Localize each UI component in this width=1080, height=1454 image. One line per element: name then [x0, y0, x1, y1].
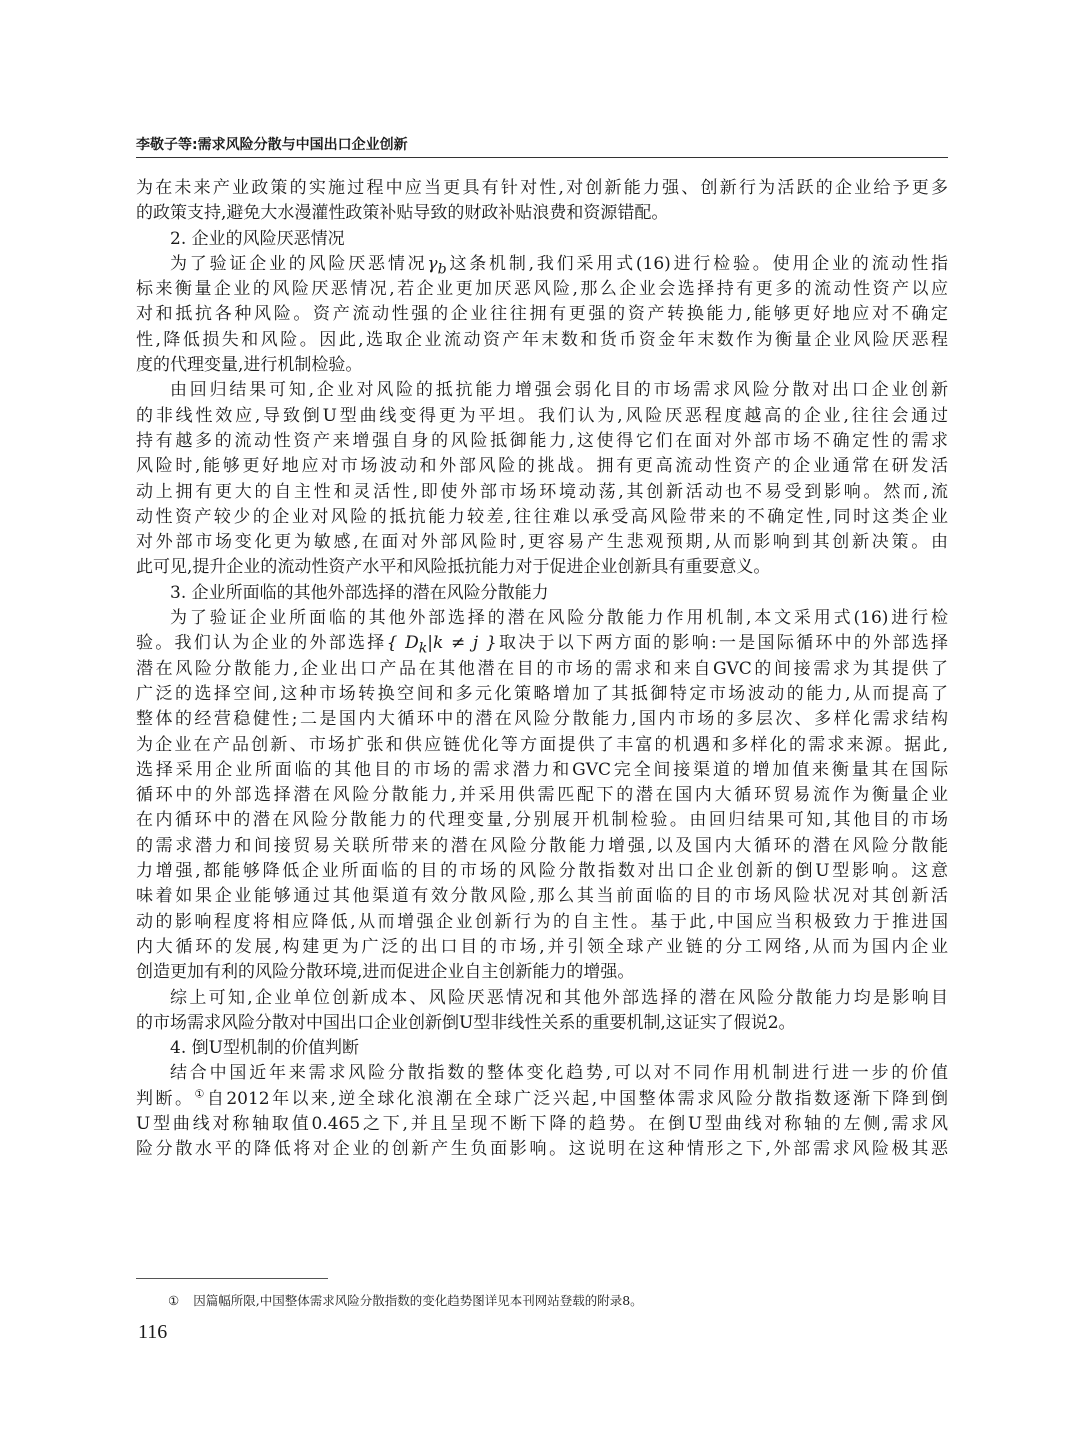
text-line: 的政策支持,避免大水漫灌性政策补贴导致的财政补贴浪费和资源错配。 — [136, 203, 669, 224]
running-header: 李敬子等:需求风险分散与中国出口企业创新 — [136, 137, 408, 153]
text-line — [136, 631, 948, 656]
text-line: 的非线性效应,导致倒U型曲线变得更为平坦。我们认为,风险厌恶程度越高的企业,往往会通过 — [136, 405, 948, 426]
text-line: U型曲线对称轴取值0.465之下,并且呈现不断下降的趋势。在倒U型曲线对称轴的左侧,需求风 — [136, 1113, 948, 1134]
text-segment: 自2012年以来,逆全球化浪潮在全球广泛兴起,中国整体需求风险分散指数逐渐下降到倒 — [206, 1088, 948, 1109]
text-line — [136, 1087, 948, 1112]
header-rule — [136, 157, 948, 158]
text-segment: 验。我们认为企业的外部选择 — [136, 633, 387, 654]
outer-choice-condition: |k ≠ j } — [427, 633, 497, 654]
text-line: 性,降低损失和风险。因此,选取企业流动资产年末数和货币资金年末数作为衡量企业风险厌恶程 — [136, 329, 948, 350]
text-line: 内大循环的发展,构建更为广泛的出口目的市场,并引领全球产业链的分工网络,从而为国内企业 — [136, 936, 948, 957]
gamma-symbol: γ — [427, 253, 438, 274]
text-line: 险分散水平的降低将对企业的创新产生负面影响。这说明在这种情形之下,外部需求风险极其恶 — [136, 1139, 948, 1160]
text-line: 结合中国近年来需求风险分散指数的整体变化趋势,可以对不同作用机制进行进一步的价值 — [170, 1063, 948, 1084]
footnote-text: 因篇幅所限,中国整体需求风险分散指数的变化趋势图详见本刊网站登载的附录8。 — [193, 1293, 643, 1308]
text-line: 循环中的外部选择潜在风险分散能力,并采用供需匹配下的潜在国内大循环贸易流作为衡量企业 — [136, 785, 948, 806]
text-line: 在内循环中的潜在风险分散能力的代理变量,分别展开机制检验。由回归结果可知,其他目的市场 — [136, 810, 948, 831]
page-number: 116 — [138, 1321, 168, 1343]
footnote-reference[interactable]: ① — [194, 1087, 207, 1101]
text-line: 味着如果企业能够通过其他渠道有效分散风险,那么其当前面临的目的市场风险状况对其创新活 — [136, 886, 948, 907]
outer-choice-subscript: k — [418, 640, 428, 657]
text-segment: 为了验证企业的风险厌恶情况 — [170, 253, 428, 274]
text-line: 动性资产较少的企业对风险的抵抗能力较差,往往难以承受高风险带来的不确定性,同时这类企业 — [136, 506, 948, 527]
text-line: 为企业在产品创新、市场扩张和供应链优化等方面提供了丰富的机遇和多样化的需求来源。据此, — [136, 734, 948, 755]
section-heading: 4. 倒U型机制的价值判断 — [170, 1038, 359, 1059]
text-line: 此可见,提升企业的流动性资产水平和风险抵抗能力对于促进企业创新具有重要意义。 — [136, 557, 771, 578]
text-line: 度的代理变量,进行机制检验。 — [136, 355, 363, 376]
text-line: 综上可知,企业单位创新成本、风险厌恶情况和其他外部选择的潜在风险分散能力均是影响目 — [170, 987, 948, 1008]
footnote-mark: ① — [168, 1293, 180, 1308]
text-line: 对和抵抗各种风险。资产流动性强的企业往往拥有更强的资产转换能力,能够更好地应对不确定 — [136, 304, 948, 325]
text-line: 创造更加有利的风险分散环境,进而促进企业自主创新能力的增强。 — [136, 962, 635, 983]
section-heading: 3. 企业所面临的其他外部选择的潜在风险分散能力 — [170, 582, 549, 603]
text-line: 的需求潜力和间接贸易关联所带来的潜在风险分散能力增强,以及国内大循环的潜在风险分散能 — [136, 835, 948, 856]
text-line: 为在未来产业政策的实施过程中应当更具有针对性,对创新能力强、创新行为活跃的企业给予更多 — [136, 178, 948, 198]
text-segment: 这条机制,我们采用式(16)进行检验。使用企业的流动性指 — [446, 253, 948, 274]
article-body — [136, 176, 948, 1163]
text-line: 选择采用企业所面临的其他目的市场的需求潜力和GVC完全间接渠道的增加值来衡量其在国际 — [136, 759, 948, 780]
text-segment: 判断。 — [136, 1088, 195, 1109]
gamma-subscript: b — [437, 261, 447, 278]
footnote — [168, 1292, 928, 1310]
footnote-rule — [136, 1278, 328, 1279]
text-line: 动上拥有更大的自主性和灵活性,即使外部市场环境动荡,其创新活动也不易受到影响。然而,流 — [136, 481, 948, 502]
text-segment: 取决于以下两方面的影响:一是国际循环中的外部选择 — [496, 633, 948, 654]
text-line: 潜在风险分散能力,企业出口产品在其他潜在目的市场的需求和来自GVC的间接需求为其提供了 — [136, 658, 948, 679]
text-line: 动的影响程度将相应降低,从而增强企业创新行为的自主性。基于此,中国应当积极致力于推进国 — [136, 911, 948, 932]
text-line: 风险时,能够更好地应对市场波动和外部风险的挑战。拥有更高流动性资产的企业通常在研发活 — [136, 456, 948, 477]
text-line: 力增强,都能够降低企业所面临的目的市场的风险分散指数对出口企业创新的倒U型影响。这意 — [136, 861, 948, 882]
text-line: 的市场需求风险分散对中国出口企业创新倒U型非线性关系的重要机制,这证实了假说2。 — [136, 1012, 796, 1033]
text-line: 广泛的选择空间,这种市场转换空间和多元化策略增加了其抵御特定市场波动的能力,从而提高了 — [136, 683, 948, 704]
text-line: 对外部市场变化更为敏感,在面对外部风险时,更容易产生悲观预期,从而影响到其创新决策。由 — [136, 532, 948, 553]
text-line: 由回归结果可知,企业对风险的抵抗能力增强会弱化目的市场需求风险分散对出口企业创新 — [170, 380, 948, 401]
text-line: 整体的经营稳健性;二是国内大循环中的潜在风险分散能力,国内市场的多层次、多样化需求结构 — [136, 709, 948, 730]
text-line: 为了验证企业所面临的其他外部选择的潜在风险分散能力作用机制,本文采用式(16)进行检 — [170, 608, 948, 629]
text-line: 标来衡量企业的风险厌恶情况,若企业更加厌恶风险,那么企业会选择持有更多的流动性资产以应 — [136, 279, 948, 300]
text-line: 持有越多的流动性资产来增强自身的风险抵御能力,这使得它们在面对外部市场不确定性的需求 — [136, 430, 948, 451]
section-heading: 2. 企业的风险厌恶情况 — [170, 228, 345, 249]
text-line — [136, 252, 948, 277]
outer-choice-symbol: { D — [386, 633, 419, 654]
